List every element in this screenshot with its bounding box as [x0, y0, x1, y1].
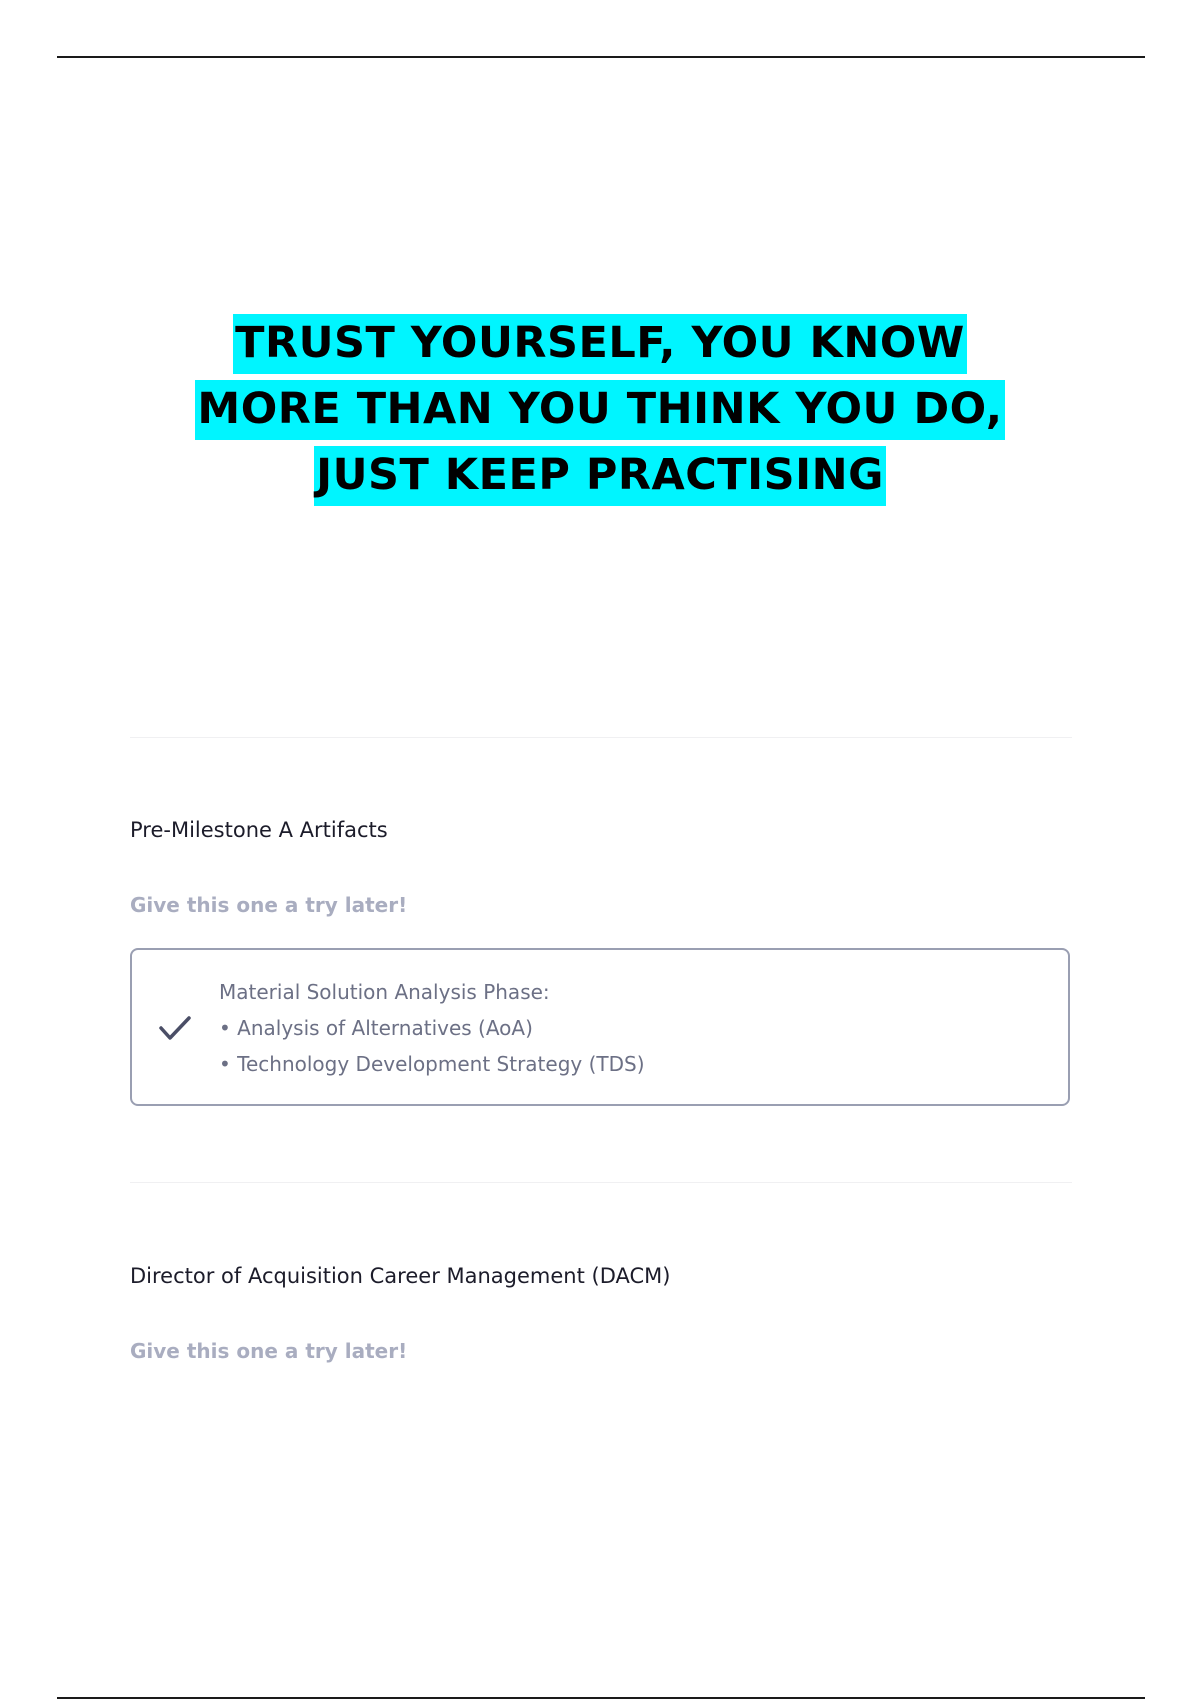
card-divider [130, 737, 1072, 738]
motto-text: TRUST YOURSELF, YOU KNOW [233, 314, 967, 374]
answer-line: • Analysis of Alternatives (AoA) [219, 1016, 533, 1040]
answer-option-card[interactable] [130, 948, 1070, 1106]
motto-text: MORE THAN YOU THINK YOU DO, [195, 380, 1004, 440]
motto-line [0, 376, 1200, 442]
page-top-rule [57, 56, 1145, 58]
motto-text: JUST KEEP PRACTISING [314, 446, 886, 506]
answer-line: • Technology Development Strategy (TDS) [219, 1052, 645, 1076]
page-bottom-rule [57, 1697, 1145, 1699]
flashcard-term: Director of Acquisition Career Management (DACM) [130, 1264, 671, 1288]
check-icon [158, 1014, 192, 1042]
motto-line [0, 442, 1200, 508]
answer-line: Material Solution Analysis Phase: [219, 980, 550, 1004]
motivational-banner [0, 310, 1200, 508]
answer-text [219, 974, 645, 1082]
motto-line [0, 310, 1200, 376]
flashcard-term: Pre-Milestone A Artifacts [130, 818, 388, 842]
card-divider [130, 1182, 1072, 1183]
try-later-hint: Give this one a try later! [130, 893, 408, 917]
try-later-hint: Give this one a try later! [130, 1339, 408, 1363]
